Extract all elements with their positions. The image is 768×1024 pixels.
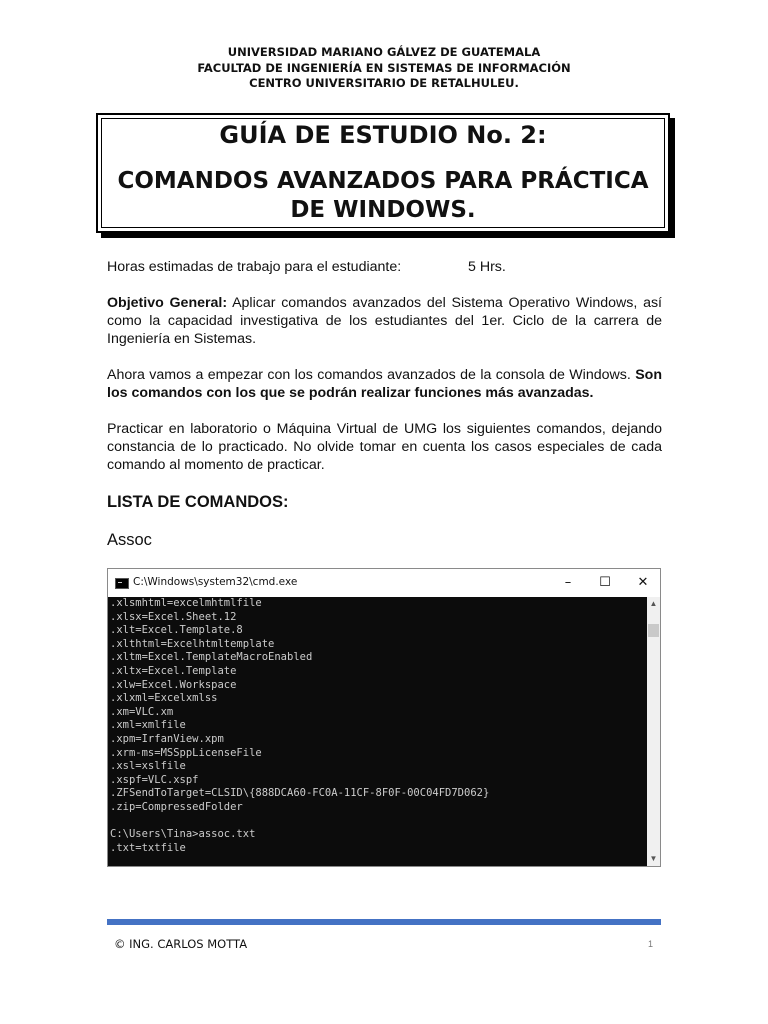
console-app-icon <box>115 578 129 589</box>
cmd-window-title: C:\Windows\system32\cmd.exe <box>133 576 298 588</box>
scroll-down-icon: ▼ <box>649 854 658 863</box>
cmd-scrollbar <box>647 597 660 866</box>
footer-author: © ING. CARLOS MOTTA <box>114 937 248 951</box>
console-line: .xm=VLC.xm <box>110 705 174 718</box>
objective-label: Objetivo General: <box>107 295 228 311</box>
title-frame <box>96 113 670 233</box>
intro-bold-text: Son los comandos con los que se podrán realizar funciones más avanzadas. <box>107 367 662 401</box>
cmd-window-screenshot <box>107 568 661 867</box>
console-line: .xlt=Excel.Template.8 <box>110 624 243 637</box>
estimated-hours <box>107 258 662 276</box>
intro-text: Ahora vamos a empezar con los comandos avanzados de la consola de Windows. <box>107 367 636 383</box>
objective-text: Aplicar comandos avanzados del Sistema Operativo Windows, así como la capacidad investigativa de los estudiantes del 1er. Ciclo de la carrera de Ingeniería en Sistemas. <box>107 295 663 347</box>
console-line: .xlthtml=Excelhtmltemplate <box>110 637 275 650</box>
header-line-center: CENTRO UNIVERSITARIO DE RETALHULEU. <box>249 76 519 90</box>
university-header <box>0 45 768 92</box>
console-line: .xrm-ms=MSSppLicenseFile <box>110 746 262 759</box>
command-list-heading: LISTA DE COMANDOS: <box>107 493 289 511</box>
console-line: .ZFSendToTarget=CLSID\{888DCA60-FC0A-11CF-8F0F-00C04FD7D062} <box>110 787 490 800</box>
header-line-faculty: FACULTAD DE INGENIERÍA EN SISTEMAS DE INFORMACIÓN <box>197 60 571 75</box>
practice-paragraph: Practicar en laboratorio o Máquina Virtual de UMG los siguientes comandos, dejando constancia de lo practicado. No olvide tomar en cuenta los casos especiales de cada comando al momento de practicar. <box>107 421 662 473</box>
console-line: .xlxml=Excelxmlss <box>110 692 218 705</box>
intro-paragraph <box>107 366 662 402</box>
page-number: 1 <box>648 939 654 949</box>
header-line-university: UNIVERSIDAD MARIANO GÁLVEZ DE GUATEMALA <box>227 45 541 59</box>
cmd-console-output <box>108 597 647 866</box>
console-line: .xlsmhtml=excelmhtmlfile <box>110 597 262 609</box>
console-line: .xspf=VLC.xspf <box>110 773 199 786</box>
console-line: .xlsx=Excel.Sheet.12 <box>110 610 237 623</box>
footer-divider-bar <box>107 919 661 925</box>
console-line: .xpm=IrfanView.xpm <box>110 732 224 745</box>
console-line: .zip=CompressedFolder <box>110 800 243 813</box>
console-line: .txt=txtfile <box>110 841 186 854</box>
console-line: .xml=xmlfile <box>110 719 186 732</box>
console-line: .xlw=Excel.Workspace <box>110 678 237 691</box>
console-line <box>110 815 489 829</box>
scroll-thumb <box>648 624 659 637</box>
general-objective <box>107 294 662 348</box>
console-line: .xltm=Excel.TemplateMacroEnabled <box>110 651 313 664</box>
console-line: .xsl=xslfile <box>110 760 186 773</box>
close-icon: ✕ <box>637 575 649 590</box>
console-line: C:\Users\Tina>assoc.txt <box>110 828 256 841</box>
guide-title: GUÍA DE ESTUDIO No. 2: <box>219 121 547 149</box>
maximize-icon: ☐ <box>599 575 611 590</box>
hours-value: 5 Hrs. <box>468 259 506 275</box>
command-name-assoc: Assoc <box>107 531 152 549</box>
console-line: .xltx=Excel.Template <box>110 664 237 677</box>
console-lines <box>110 597 489 855</box>
title-box <box>96 113 676 239</box>
cmd-titlebar <box>108 569 660 597</box>
scroll-up-icon: ▲ <box>649 599 658 608</box>
guide-subtitle: COMANDOS AVANZADOS PARA PRÁCTICA DE WINDOWS. <box>117 168 649 223</box>
hours-label: Horas estimadas de trabajo para el estudiante: <box>107 259 402 275</box>
minimize-icon: – <box>564 575 572 590</box>
